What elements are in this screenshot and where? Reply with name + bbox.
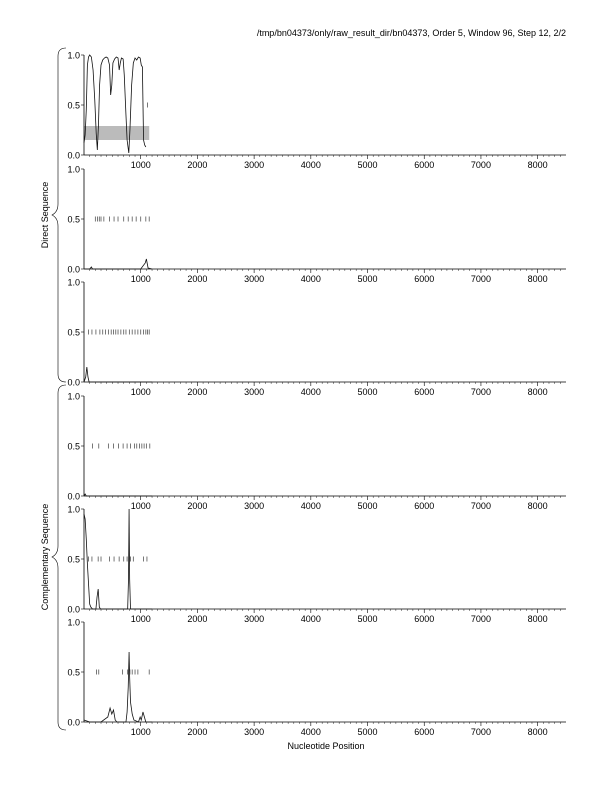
x-tick-label: 4000 (300, 387, 321, 397)
y-tick-label: 0.0 (67, 264, 80, 275)
y-tick-label: 1.0 (67, 391, 80, 402)
x-tick-label: 2000 (187, 614, 208, 624)
y-tick-label: 0.5 (67, 214, 80, 225)
x-tick-label: 2000 (187, 274, 208, 284)
x-tick-label: 2000 (187, 160, 208, 170)
panel-5 (67, 505, 566, 625)
x-tick-label: 8000 (527, 501, 548, 511)
y-tick-label: 0.5 (67, 554, 80, 565)
x-tick-label: 7000 (470, 501, 491, 511)
x-tick-label: 4000 (300, 501, 321, 511)
x-tick-label: 7000 (470, 614, 491, 624)
coding-probability-line (84, 494, 152, 496)
x-tick-label: 7000 (470, 387, 491, 397)
x-tick-label: 1000 (130, 387, 151, 397)
panel-2 (67, 165, 566, 285)
x-tick-label: 7000 (470, 727, 491, 737)
y-tick-label: 0.0 (67, 150, 80, 161)
x-tick-label: 3000 (244, 274, 265, 284)
y-tick-label: 1.0 (67, 504, 80, 515)
x-tick-label: 1000 (130, 727, 151, 737)
panel-6 (67, 618, 566, 738)
x-tick-label: 3000 (244, 501, 265, 511)
panel-3 (67, 278, 566, 398)
x-tick-label: 1000 (130, 274, 151, 284)
x-tick-label: 3000 (244, 160, 265, 170)
y-tick-label: 0.5 (67, 667, 80, 678)
x-tick-label: 3000 (244, 614, 265, 624)
direct-sequence-group (40, 48, 66, 382)
y-tick-label: 0.5 (67, 100, 80, 111)
x-tick-label: 6000 (414, 727, 435, 737)
header-text: /tmp/bn04373/only/raw_result_dir/bn04373, Order 5, Window 96, Step 12, 2/2 (256, 28, 566, 38)
y-tick-label: 1.0 (67, 617, 80, 628)
x-tick-label: 8000 (527, 387, 548, 397)
complementary-brace (52, 385, 66, 730)
x-tick-label: 1000 (130, 160, 151, 170)
x-tick-label: 2000 (187, 387, 208, 397)
x-tick-label: 8000 (527, 614, 548, 624)
x-tick-label: 7000 (470, 160, 491, 170)
complementary-sequence-label: Complementary Sequence (40, 503, 50, 611)
x-tick-label: 6000 (414, 614, 435, 624)
x-tick-label: 5000 (357, 274, 378, 284)
panels (67, 51, 566, 738)
x-tick-label: 4000 (300, 614, 321, 624)
x-tick-label: 5000 (357, 727, 378, 737)
y-tick-label: 0.5 (67, 327, 80, 338)
y-tick-label: 0.0 (67, 604, 80, 615)
x-tick-label: 6000 (414, 160, 435, 170)
y-tick-label: 0.5 (67, 441, 80, 452)
panel-1 (67, 51, 566, 171)
x-tick-label: 4000 (300, 727, 321, 737)
x-tick-label: 6000 (414, 274, 435, 284)
y-tick-label: 0.0 (67, 491, 80, 502)
x-tick-label: 4000 (300, 160, 321, 170)
x-tick-label: 8000 (527, 274, 548, 284)
x-axis-title: Nucleotide Position (287, 741, 365, 751)
direct-sequence-label: Direct Sequence (40, 181, 50, 249)
coding-probability-line (84, 509, 152, 609)
x-tick-label: 3000 (244, 387, 265, 397)
shaded-region (84, 126, 149, 140)
x-tick-label: 5000 (357, 501, 378, 511)
x-tick-label: 7000 (470, 274, 491, 284)
x-tick-label: 5000 (357, 614, 378, 624)
y-tick-label: 0.0 (67, 717, 80, 728)
x-tick-label: 5000 (357, 160, 378, 170)
x-tick-label: 3000 (244, 727, 265, 737)
y-tick-label: 1.0 (67, 277, 80, 288)
x-tick-label: 8000 (527, 160, 548, 170)
x-tick-label: 2000 (187, 727, 208, 737)
x-tick-label: 1000 (130, 501, 151, 511)
panel-4 (67, 392, 566, 512)
coding-probability-line (84, 652, 152, 722)
y-tick-label: 0.0 (67, 377, 80, 388)
x-tick-label: 6000 (414, 387, 435, 397)
y-tick-label: 1.0 (67, 164, 80, 175)
x-tick-label: 1000 (130, 614, 151, 624)
coding-probability-line (84, 259, 152, 269)
direct-brace (52, 48, 66, 382)
x-tick-label: 5000 (357, 387, 378, 397)
complementary-sequence-group (40, 385, 66, 730)
x-tick-label: 8000 (527, 727, 548, 737)
x-tick-label: 4000 (300, 274, 321, 284)
x-tick-label: 2000 (187, 501, 208, 511)
coding-probability-line (84, 367, 152, 382)
x-tick-label: 6000 (414, 501, 435, 511)
y-tick-label: 1.0 (67, 50, 80, 61)
